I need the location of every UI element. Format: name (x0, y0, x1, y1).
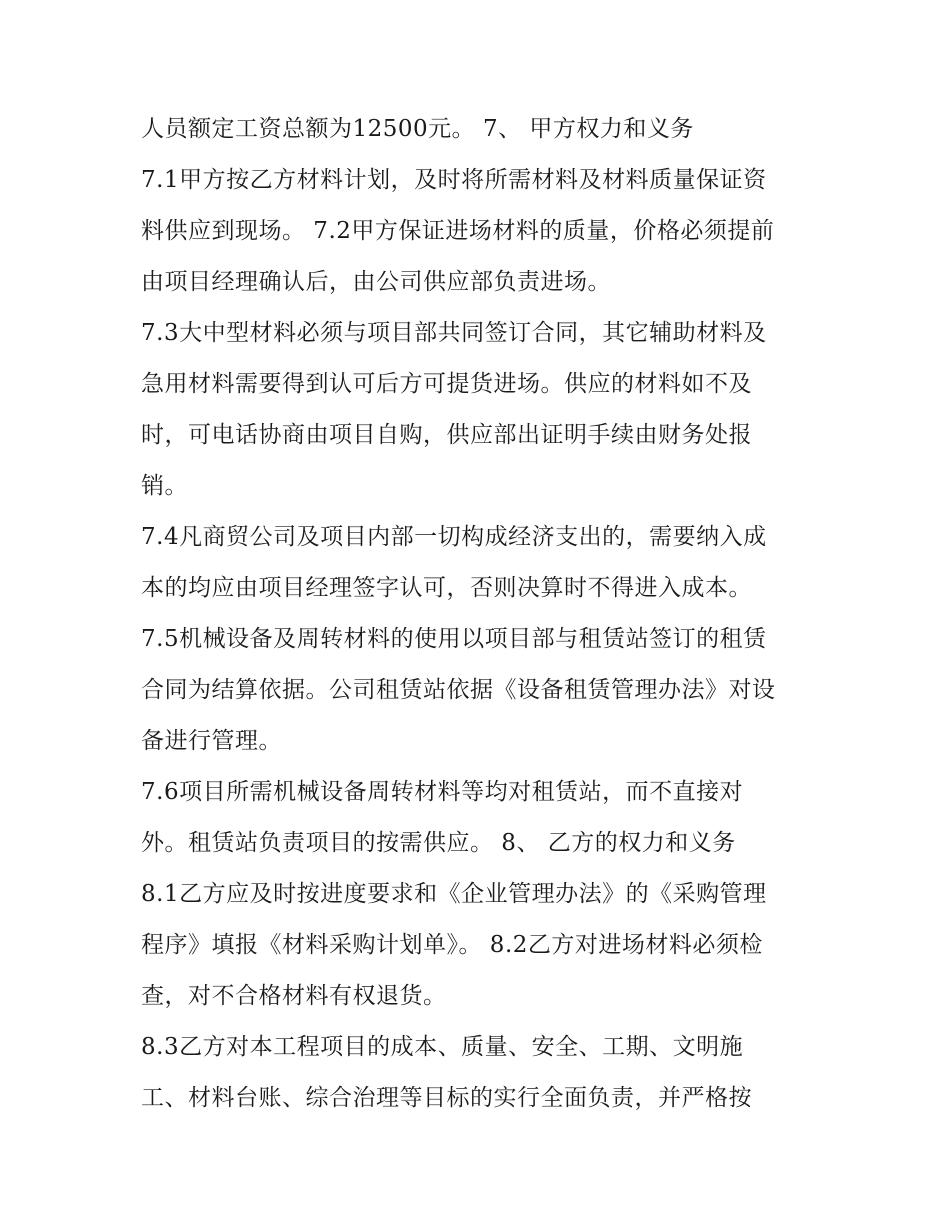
text-line: 合同为结算依据。公司租赁站依据《设备租赁管理办法》对设 (141, 677, 776, 703)
text-line: 工、材料台账、综合治理等目标的实行全面负责，并严格按 (141, 1085, 752, 1111)
text-line: 急用材料需要得到认可后方可提货进场。供应的材料如不及 (141, 371, 752, 397)
text-line: 外。租赁站负责项目的按需供应。 8、 乙方的权力和义务 (141, 830, 736, 856)
text-line: 7.6项目所需机械设备周转材料等均对租赁站，而不直接对 (141, 779, 744, 805)
text-line: 7.5机械设备及周转材料的使用以项目部与租赁站签订的租赁 (141, 626, 767, 652)
text-line: 本的均应由项目经理签字认可，否则决算时不得进入成本。 (141, 575, 752, 601)
text-line: 8.1乙方应及时按进度要求和《企业管理办法》的《采购管理 (141, 881, 767, 907)
text-line: 备进行管理。 (141, 728, 282, 754)
document-body (141, 104, 841, 1124)
text-line: 7.3大中型材料必须与项目部共同签订合同，其它辅助材料及 (141, 320, 767, 346)
text-line: 由项目经理确认后，由公司供应部负责进场。 (141, 269, 611, 295)
text-line: 料供应到现场。 7.2甲方保证进场材料的质量，价格必须提前 (141, 218, 775, 244)
text-line: 人员额定工资总额为12500元。 7、 甲方权力和义务 (141, 116, 694, 142)
text-line: 销。 (141, 473, 188, 499)
text-line: 8.3乙方对本工程项目的成本、质量、安全、工期、文明施 (141, 1034, 744, 1060)
text-line: 程序》填报《材料采购计划单》。 8.2乙方对进场材料必须检 (141, 932, 763, 958)
text-line: 查，对不合格材料有权退货。 (141, 983, 447, 1009)
text-line: 7.1甲方按乙方材料计划，及时将所需材料及材料质量保证资 (141, 167, 767, 193)
text-line: 时，可电话协商由项目自购，供应部出证明手续由财务处报 (141, 422, 752, 448)
text-line: 7.4凡商贸公司及项目内部一切构成经济支出的，需要纳入成 (141, 524, 767, 550)
